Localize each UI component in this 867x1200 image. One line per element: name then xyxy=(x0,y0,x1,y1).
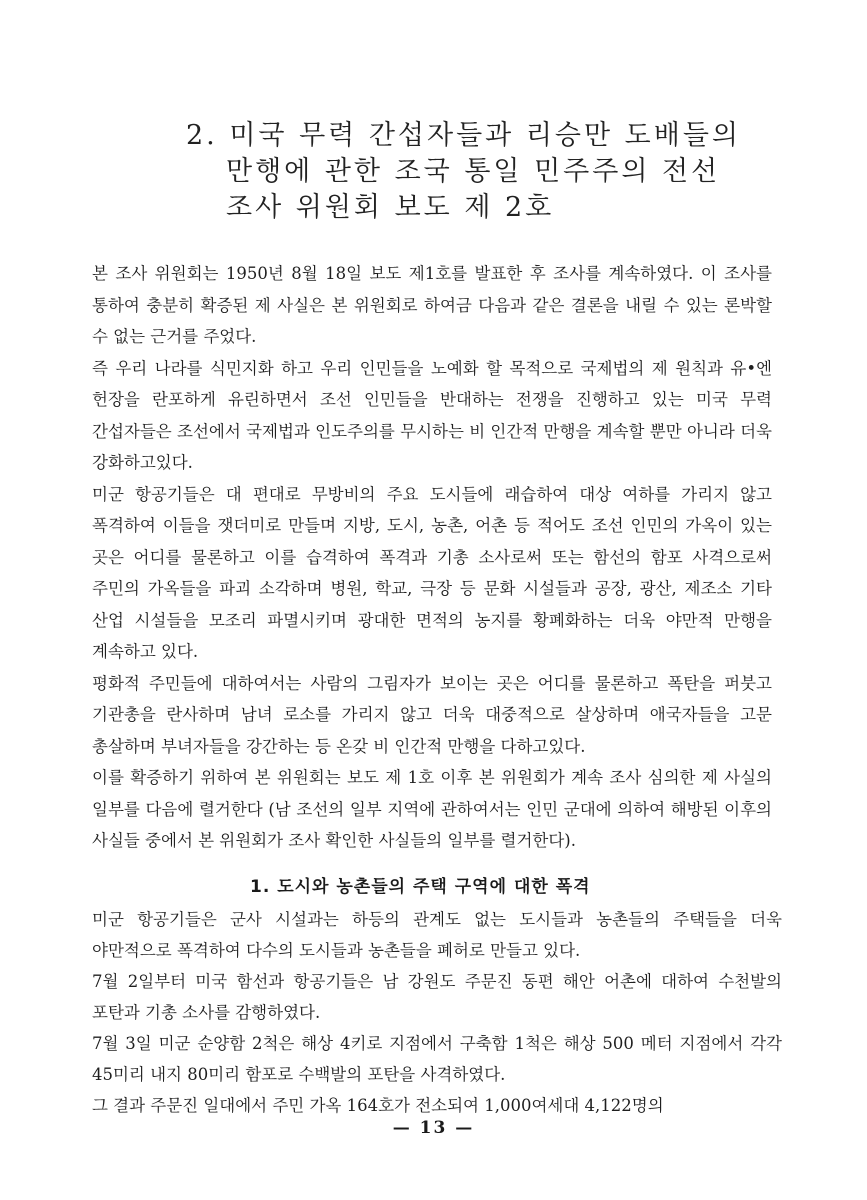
paragraph: 이를 확증하기 위하여 본 위원회는 보도 제 1호 이후 본 위원회가 계속 조사 심의한 제 사실의 일부를 다음에 렬거한다 (남 조선의 일부 지역에 관하여서는 인민 군대에 의하여 해방된 이후의 사실들 중에서 본 위원회가 조사 확인한 사실들의 일부를 렬거한다). xyxy=(92,768,772,850)
paragraph: 7월 3일 미군 순양함 2척은 해상 4키로 지점에서 구축함 1척은 해상 500 메터 지점에서 각각 45미리 내지 80미리 함포로 수백발의 포탄을 사격하였다. xyxy=(92,1034,782,1084)
paragraph: 즉 우리 나라를 식민지화 하고 우리 인민들을 노예화 할 목적으로 국제법의 제 원칙과 유•엔 헌장을 란포하게 유린하면서 조선 인민들을 반대하는 전쟁을 진행하고 있는 미국 무력 간섭자들은 조선에서 국제법과 인도주의를 무시하는 비 인간적 만행을 계속할 뿐만 아니라 더욱 강화하고있다. xyxy=(92,358,772,472)
paragraph: 7월 2일부터 미국 함선과 항공기들은 남 강원도 주문진 동편 해안 어촌에 대하여 수천발의 포탄과 기총 소사를 감행하였다. xyxy=(92,972,782,1022)
section-heading: 1. 도시와 농촌들의 주택 구역에 대한 폭격 xyxy=(250,877,591,897)
paragraph: 본 조사 위원회는 1950년 8월 18일 보도 제1호를 발표한 후 조사를 계속하였다. 이 조사를 통하여 충분히 확증된 제 사실은 본 위원회로 하여금 다음과 같은 결론을 내릴 수 있는 론박할 수 없는 근거를 주었다. xyxy=(92,264,772,346)
section-body-text xyxy=(92,904,782,1121)
paragraph: 미군 항공기들은 군사 시설과는 하등의 관계도 없는 도시들과 농촌들의 주택들을 더욱 야만적으로 폭격하여 다수의 도시들과 농촌들을 폐허로 만들고 있다. xyxy=(92,910,782,960)
paragraph: 평화적 주민들에 대하여서는 사람의 그림자가 보이는 곳은 어디를 물론하고 폭탄을 퍼붓고 기관총을 란사하며 남녀 로소를 가리지 않고 더욱 대중적으로 살상하며 애국자들을 고문 총살하며 부녀자들을 강간하는 등 온갖 비 인간적 만행을 다하고있다. xyxy=(92,673,772,756)
document-title xyxy=(186,118,741,226)
body-text xyxy=(92,258,772,857)
title-line-2: 만행에 관한 조국 통일 민주주의 전선 xyxy=(226,156,721,187)
paragraph: 미군 항공기들은 대 편대로 무방비의 주요 도시들에 래습하여 대상 여하를 가리지 않고 폭격하여 이들을 잿더미로 만들며 지방, 도시, 농촌, 어촌 등 적어도 조선 인민의 가옥이 있는 곳은 어디를 물론하고 이를 습격하여 폭격과 기총 소사로써 또는 함선의 함포 사격으로써 주민의 가옥들을 파괴 소각하며 병원, 학교, 극장 등 문화 시설들과 공장, 광산, 제조소 기타 산업 시설들을 모조리 파멸시키며 광대한 면적의 농지를 황폐화하는 더욱 야만적 만행을 계속하고 있다. xyxy=(92,484,772,661)
page-number: — 13 — xyxy=(392,1118,475,1138)
title-line-1: 2. 미국 무력 간섭자들과 리승만 도배들의 xyxy=(186,120,741,151)
paragraph: 그 결과 주문진 일대에서 주민 가옥 164호가 전소되여 1,000여세대 4,122명의 xyxy=(92,1096,664,1115)
title-line-3: 조사 위원회 보도 제 2호 xyxy=(226,192,555,223)
